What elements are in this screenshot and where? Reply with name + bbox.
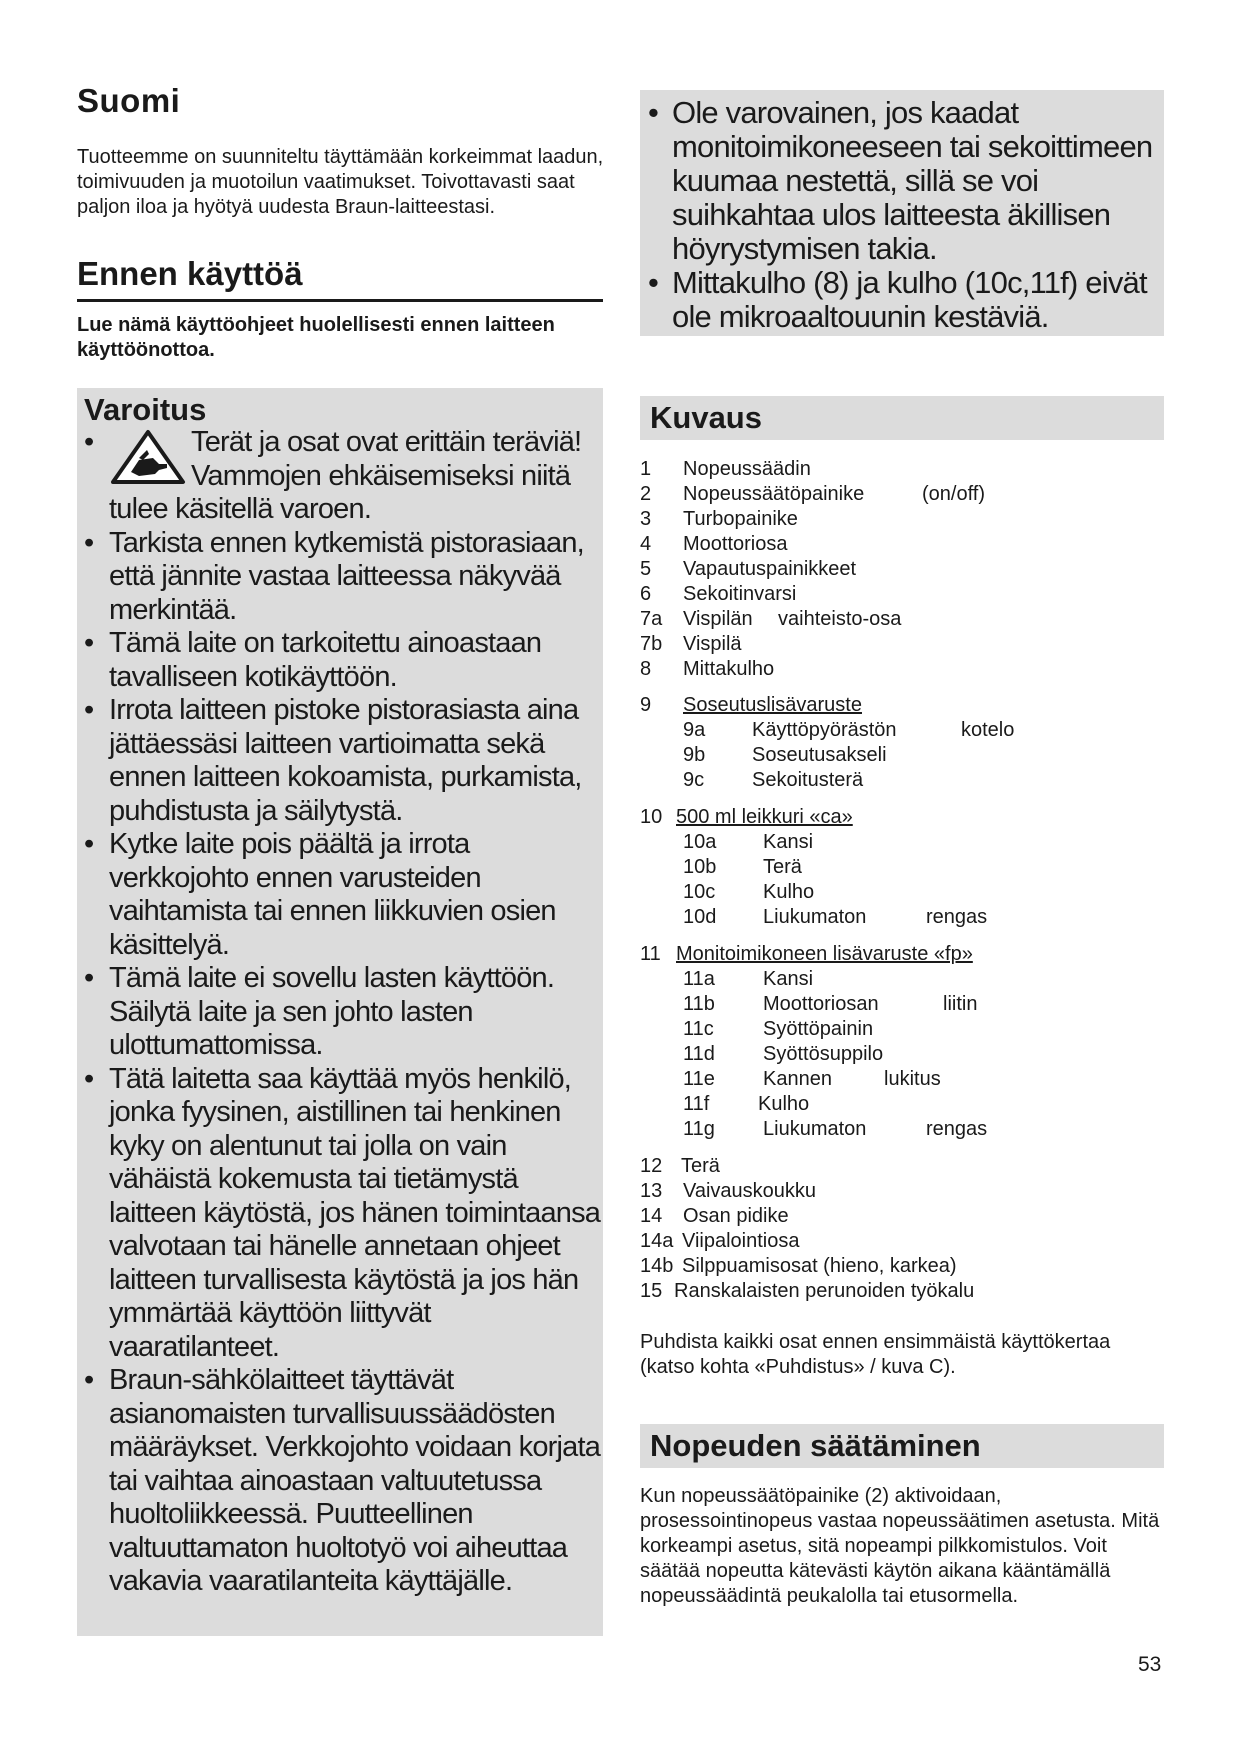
- part-number: 9: [640, 694, 652, 716]
- part-number: 11d: [683, 1043, 715, 1065]
- hand-hazard-icon: [109, 428, 187, 486]
- warning-item: • Irrota laitteen pistoke pistorasiasta aina jättäessäsi laitteen vartioimatta sekä ennen laitteen kokoamista, purkamista, puhdistusta ja säilytystä.: [84, 694, 582, 827]
- cleaning-note: Puhdista kaikki osat ennen ensimmäistä käyttökertaa (katso kohta «Puhdistus» / kuva C).: [640, 1331, 1111, 1378]
- part-label: Mittakulho: [683, 658, 775, 680]
- part-label-extra: (on/off): [922, 483, 985, 505]
- part-label: Liukumaton: [763, 906, 867, 928]
- warning-item: • Kytke laite pois päältä ja irrota verkkojohto ennen varusteiden vaihtamista tai ennen liikkuvien osien käsittelyä.: [84, 828, 556, 961]
- part-number: 11e: [683, 1068, 715, 1090]
- part-label: Sekoitinvarsi: [683, 583, 797, 605]
- part-number: 9c: [683, 769, 705, 791]
- warning-item: • Tätä laitetta saa käyttää myös henkilö, jonka fyysinen, aistillinen tai henkinen kyky on alentunut tai jolla on vain vähäistä kokemusta tai tietämystä laitteen käytöstä, jos hänen toimintaansa valvotaan tai hänelle annetaan ohjeet laitteen turvallisesta käytöstä ja jos hän ymmärtää käyttöön liittyvät vaaratilanteet.: [84, 1062, 601, 1363]
- caution-item: • Mittakulho (8) ja kulho (10c,11f) eivät ole mikroaaltouunin kestäviä.: [648, 265, 1147, 334]
- part-label: Vaivauskoukku: [683, 1180, 817, 1202]
- part-number: 11b: [683, 993, 715, 1015]
- part-label-extra: kotelo: [961, 719, 1015, 741]
- part-label: Ranskalaisten perunoiden työkalu: [674, 1280, 975, 1302]
- part-label: Terä: [681, 1155, 720, 1177]
- intro-paragraph: Tuotteemme on suunniteltu täyttämään korkeimmat laadun, toimivuuden ja muotoilun vaatimukset. Toivottavasti saat paljon iloa ja hyötyä uudesta Braun-laitteestasi.: [77, 146, 604, 218]
- warning-item: • Terät ja osat ovat erittäin teräviä! Vammojen ehkäisemiseksi niitä tulee käsitellä varoen.: [84, 426, 582, 525]
- part-label: Sekoitusterä: [752, 769, 864, 791]
- page-number: 53: [1138, 1653, 1162, 1676]
- part-number: 14a: [640, 1230, 674, 1252]
- part-number: 1: [640, 458, 652, 480]
- part-number: 12: [640, 1155, 663, 1177]
- part-label: Moottoriosa: [683, 533, 788, 555]
- part-label: Moottoriosan: [763, 993, 879, 1015]
- description-heading: Kuvaus: [650, 400, 762, 435]
- warning-list: [84, 426, 604, 1599]
- part-label: Kulho: [758, 1093, 810, 1115]
- part-label: Vispilän: [683, 608, 753, 630]
- part-label: Kannen: [763, 1068, 832, 1090]
- part-label: Soseutusakseli: [752, 744, 887, 766]
- read-instructions-note: Lue nämä käyttöohjeet huolellisesti ennen laitteen käyttöönottoa.: [77, 314, 555, 361]
- warning-item: • Tarkista ennen kytkemistä pistorasiaan, että jännite vastaa laitteessa näkyvää merkintää.: [84, 526, 584, 626]
- part-label: Käyttöpyörästön: [752, 719, 897, 741]
- part-label: Turbopainike: [683, 508, 798, 530]
- part-label: Nopeussäädin: [683, 458, 811, 480]
- part-label-extra: lukitus: [884, 1068, 941, 1090]
- part-label-extra: liitin: [943, 993, 978, 1015]
- part-number: 5: [640, 558, 652, 580]
- part-label: Osan pidike: [683, 1205, 789, 1227]
- part-number: 11g: [683, 1118, 715, 1140]
- part-number: 2: [640, 483, 652, 505]
- part-label: Nopeussäätöpainike: [683, 483, 865, 505]
- part-number: 10d: [683, 906, 717, 928]
- part-label-extra: rengas: [926, 1118, 988, 1140]
- part-label-extra: vaihteisto-osa: [778, 608, 902, 630]
- part-number: 9a: [683, 719, 706, 741]
- part-number: 4: [640, 533, 652, 555]
- part-number: 9b: [683, 744, 706, 766]
- part-number: 7b: [640, 633, 663, 655]
- warning-title: Varoitus: [84, 392, 207, 427]
- part-number: 11c: [683, 1018, 714, 1040]
- part-number: 3: [640, 508, 652, 530]
- caution-list: [648, 96, 1164, 334]
- part-label: Silppuamisosat (hieno, karkea): [682, 1255, 957, 1277]
- accessory-title: Monitoimikoneen lisävaruste «fp»: [676, 943, 973, 965]
- before-use-heading: Ennen käyttöä: [77, 255, 303, 292]
- caution-item: • Ole varovainen, jos kaadat monitoimikoneeseen tai sekoittimeen kuumaa nestettä, sillä se voi suihkahtaa ulos laitteesta äkillisen höyrystymisen takia.: [648, 95, 1153, 266]
- heading-rule: [77, 299, 603, 302]
- warning-item: • Tämä laite ei sovellu lasten käyttöön. Säilytä laite ja sen johto lasten ulottumattomissa.: [84, 962, 555, 1061]
- part-number: 7a: [640, 608, 663, 630]
- part-number: 15: [640, 1280, 663, 1302]
- part-number: 10a: [683, 831, 717, 853]
- warning-item: • Braun-sähkölaitteet täyttävät asianomaisten turvallisuussäädösten määräykset. Verkkojohto voidaan korjata tai vaihtaa ainoastaan valtuutetussa huoltoliikkeessä. Puutteellinen valtuuttamaton huoltotyö voi aiheuttaa vakavia vaaratilanteita käyttäjälle.: [84, 1364, 601, 1597]
- part-label: Terä: [763, 856, 802, 878]
- warning-item: • Tämä laite on tarkoitettu ainoastaan tavalliseen kotikäyttöön.: [84, 627, 542, 693]
- speed-heading: Nopeuden säätäminen: [650, 1428, 981, 1463]
- language-heading: Suomi: [77, 82, 181, 119]
- part-number: 14: [640, 1205, 663, 1227]
- part-label: Kulho: [763, 881, 815, 903]
- part-label-extra: rengas: [926, 906, 988, 928]
- part-label: Vapautuspainikkeet: [683, 558, 857, 580]
- part-number: 8: [640, 658, 652, 680]
- part-label: Viipalointiosa: [682, 1230, 800, 1252]
- part-number: 14b: [640, 1255, 674, 1277]
- speed-paragraph: Kun nopeussäätöpainike (2) aktivoidaan, prosessointinopeus vastaa nopeussäätimen asetusta. Mitä korkeampi asetus, sitä nopeampi pilkkomistulos. Voit säätää nopeutta kätevästi käytön aikana kääntämällä nopeussäädintä peukalolla tai etusormella.: [640, 1485, 1160, 1607]
- part-label: Vispilä: [683, 633, 742, 655]
- part-number: 11: [640, 943, 661, 965]
- accessory-title: Soseutuslisävaruste: [683, 694, 862, 716]
- accessory-title: 500 ml leikkuri «ca»: [676, 806, 853, 828]
- part-number: 11f: [683, 1093, 710, 1115]
- part-number: 6: [640, 583, 652, 605]
- part-label: Syöttösuppilo: [763, 1043, 884, 1065]
- part-label: Liukumaton: [763, 1118, 867, 1140]
- part-number: 11a: [683, 968, 715, 990]
- part-number: 10b: [683, 856, 717, 878]
- part-number: 10: [640, 806, 663, 828]
- part-label: Syöttöpainin: [763, 1018, 874, 1040]
- part-label: Kansi: [763, 831, 814, 853]
- part-label: Kansi: [763, 968, 814, 990]
- part-number: 13: [640, 1180, 663, 1202]
- part-number: 10c: [683, 881, 716, 903]
